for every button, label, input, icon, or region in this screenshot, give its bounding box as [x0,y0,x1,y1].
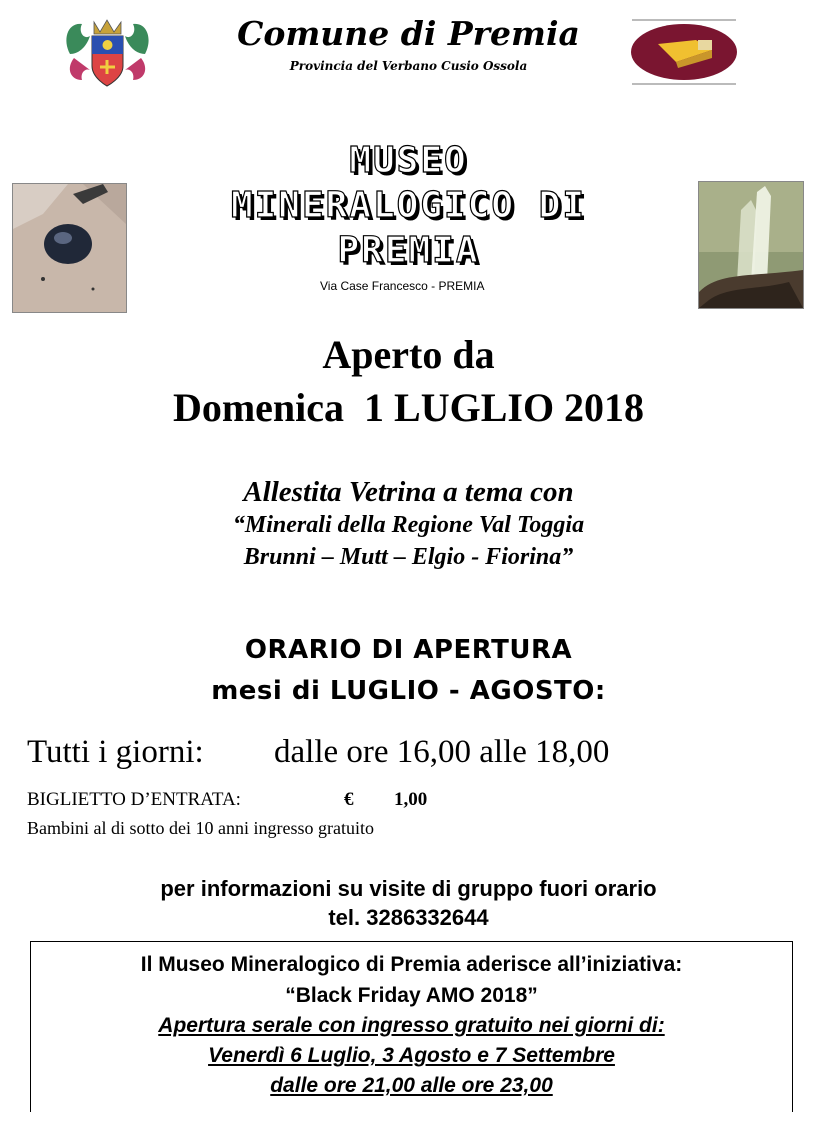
museum-logo [628,18,740,86]
museum-address: Via Case Francesco - PREMIA [320,279,485,293]
schedule-months: mesi di LUGLIO - AGOSTO: [211,676,606,706]
museum-title-line-1: MUSEO [349,140,468,181]
page-subtitle: Provincia del Verbano Cusio Ossola [289,59,528,73]
notice-hours: dalle ore 21,00 alle ore 23,00 [270,1074,553,1097]
schedule-days: Tutti i giorni: [27,734,204,770]
ticket-currency: € [344,789,354,810]
info-phone: tel. 3286332644 [328,905,489,930]
info-text: per informazioni su visite di gruppo fuori orario [160,876,657,901]
schedule-hours: dalle ore 16,00 alle 18,00 [274,734,610,770]
notice-dates: Venerdì 6 Luglio, 3 Agosto e 7 Settembre [208,1044,615,1067]
page-title: Comune di Premia [237,14,580,53]
notice-line-1: Il Museo Mineralogico di Premia aderisce all’iniziativa: [140,953,683,976]
opening-date: Domenica 1 LUGLIO 2018 [172,385,645,430]
exhibit-locations: Brunni – Mutt – Elgio - Fiorina” [243,544,574,570]
ticket-price: 1,00 [394,789,428,810]
ticket-label: BIGLIETTO D’ENTRATA: [27,789,241,810]
notice-line-3: Apertura serale con ingresso gratuito nei giorni di: [158,1014,665,1037]
opening-heading: Aperto da [322,332,495,377]
museum-title-line-3: PREMIA [337,230,480,271]
museum-title-line-2: MINERALOGICO DI [230,185,587,226]
exhibit-theme: “Minerali della Regione Val Toggia [232,512,585,538]
ticket-note: Bambini al di sotto dei 10 anni ingresso gratuito [27,818,374,838]
exhibit-intro: Allestita Vetrina a tema con [243,476,574,508]
notice-event-name: “Black Friday AMO 2018” [285,984,538,1007]
schedule-heading: ORARIO DI APERTURA [244,635,573,665]
